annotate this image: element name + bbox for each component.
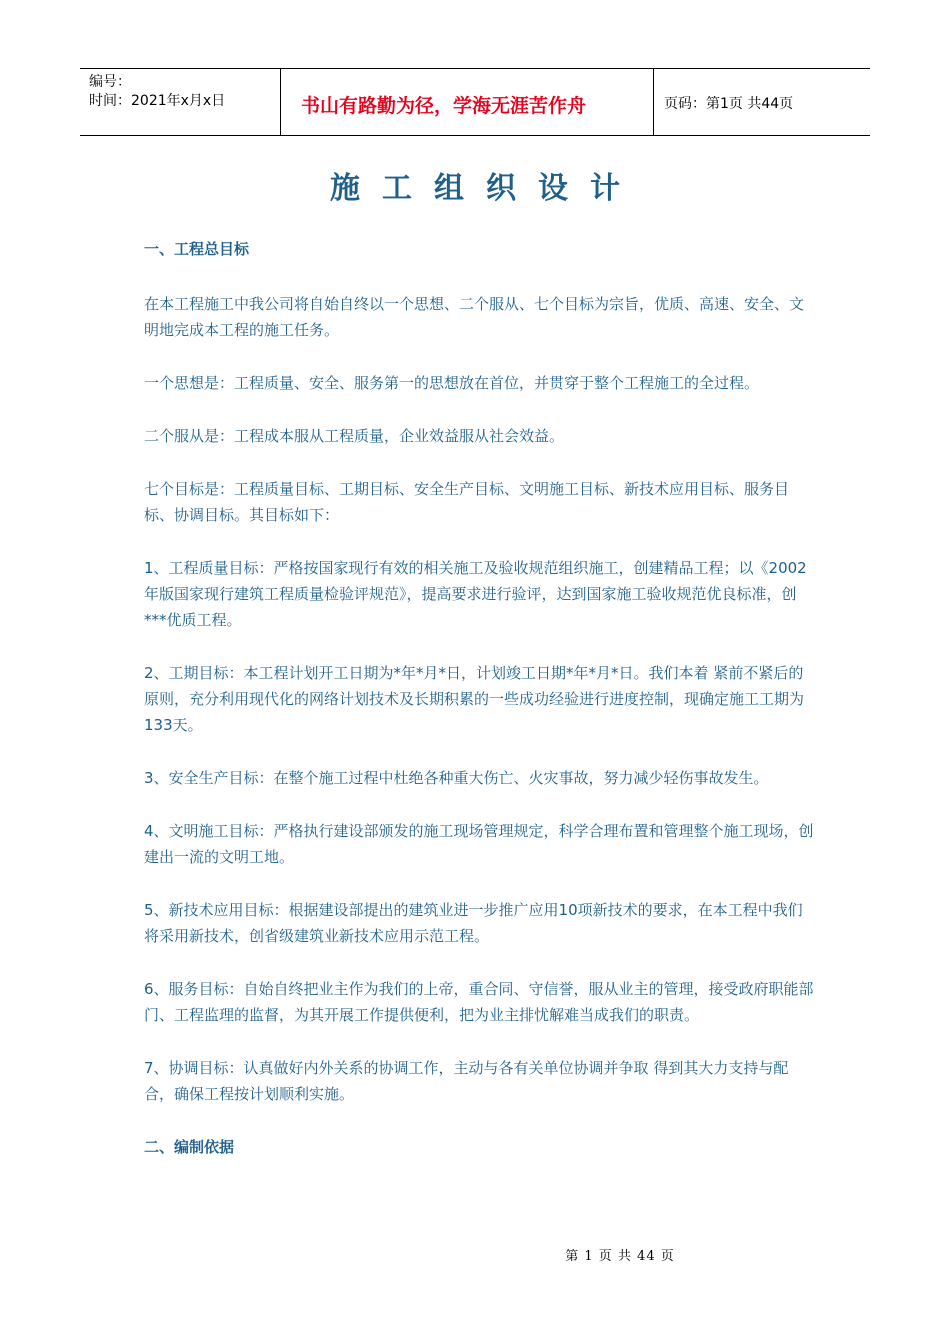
paragraph: 1、工程质量目标：严格按国家现行有效的相关施工及验收规范组织施工，创建精品工程；以《2002年版国家现行建筑工程质量检验评规范》，提高要求进行验评，达到国家施工验收规范优良标准，创***优质工程。 [144, 559, 807, 629]
paragraph: 7、协调目标：认真做好内外关系的协调工作，主动与各有关单位协调并争取 得到其大力支持与配合，确保工程按计划顺利实施。 [144, 1059, 789, 1103]
paragraph: 5、新技术应用目标：根据建设部提出的建筑业进一步推广应用10项新技术的要求，在本工程中我们将采用新技术，创省级建筑业新技术应用示范工程。 [144, 901, 803, 945]
header-page-cell [654, 69, 870, 135]
page-header-table [80, 68, 870, 136]
paragraph: 二个服从是：工程成本服从工程质量，企业效益服从社会效益。 [144, 427, 565, 445]
page-footer: 第 1 页 共 44 页 [565, 1249, 675, 1264]
paragraph: 6、服务目标：自始自终把业主作为我们的上帝，重合同、守信誉，服从业主的管理，接受政府职能部门、工程监理的监督，为其开展工作提供便利，把为业主排忧解难当成我们的职责。 [144, 980, 814, 1024]
document-number-label: 编号： [89, 74, 131, 90]
paragraph: 在本工程施工中我公司将自始自终以一个思想、二个服从、七个目标为宗旨，优质、高速、安全、文明地完成本工程的施工任务。 [144, 295, 805, 339]
header-meta-cell [80, 69, 281, 135]
paragraph: 一个思想是：工程质量、安全、服务第一的思想放在首位，并贯穿于整个工程施工的全过程。 [144, 374, 760, 392]
section-heading: 二、编制依据 [144, 1138, 235, 1156]
paragraph: 4、文明施工目标：严格执行建设部颁发的施工现场管理规定，科学合理布置和管理整个施工现场，创建出一流的文明工地。 [144, 822, 814, 866]
paragraph: 3、安全生产目标：在整个施工过程中杜绝各种重大伤亡、火灾事故，努力减少轻伤事故发生。 [144, 769, 769, 787]
section-heading: 一、工程总目标 [144, 240, 250, 258]
paragraph: 2、工期目标：本工程计划开工日期为*年*月*日，计划竣工日期*年*月*日。我们本着 紧前不紧后的原则，充分利用现代化的网络计划技术及长期积累的一些成功经验进行进度控制，现确定施工工期为 133天。 [144, 664, 805, 734]
paragraph: 七个目标是：工程质量目标、工期目标、安全生产目标、文明施工目标、新技术应用目标、服务目标、协调目标。其目标如下： [144, 480, 790, 524]
document-title: 施工组织设计 [330, 171, 642, 206]
header-motto-cell [281, 69, 654, 135]
document-time-label: 时间：2021年x月x日 [89, 93, 226, 109]
header-motto: 书山有路勤为径，学海无涯苦作舟 [301, 94, 587, 117]
document-body [144, 236, 814, 1160]
header-page-info: 页码：第1页 共44页 [664, 96, 794, 112]
